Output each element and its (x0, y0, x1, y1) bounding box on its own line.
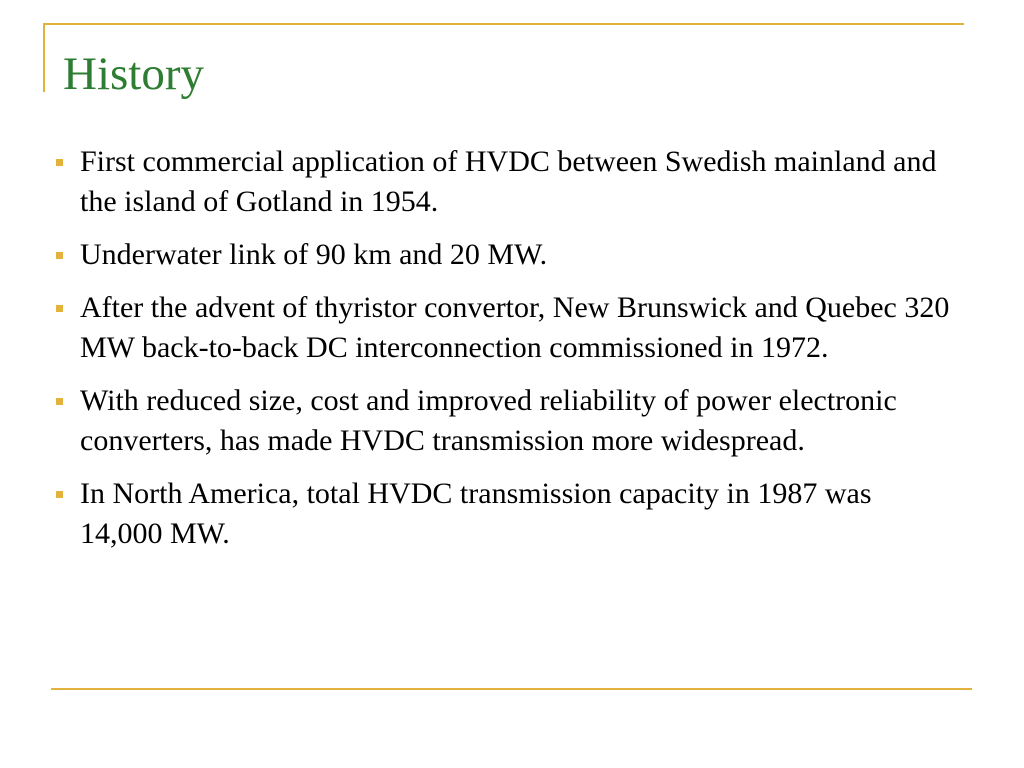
square-bullet-icon (56, 398, 63, 405)
bullet-item-3 (52, 288, 957, 368)
left-frame-line (43, 23, 45, 92)
square-bullet-icon (56, 491, 63, 498)
bullet-item-5 (52, 474, 957, 554)
bullet-text: After the advent of thyristor convertor, New Brunswick and Quebec 320 MW back-to-back DC interconnection commissioned in 1972. (80, 291, 950, 364)
bullet-list (52, 142, 957, 567)
bullet-text: With reduced size, cost and improved reliability of power electronic converters, has made HVDC transmission more widespread. (80, 384, 897, 457)
bullet-text: In North America, total HVDC transmission capacity in 1987 was 14,000 MW. (80, 477, 872, 550)
square-bullet-icon (56, 252, 63, 259)
slide-title: History (63, 48, 204, 100)
bullet-item-1 (52, 142, 957, 222)
bottom-divider (51, 688, 972, 690)
bullet-item-4 (52, 381, 957, 461)
bullet-item-2 (52, 235, 957, 275)
bullet-text: Underwater link of 90 km and 20 MW. (80, 238, 548, 271)
top-frame-line (43, 23, 964, 25)
bullet-text: First commercial application of HVDC between Swedish mainland and the island of Gotland in 1954. (80, 145, 937, 218)
square-bullet-icon (56, 159, 63, 166)
square-bullet-icon (56, 305, 63, 312)
